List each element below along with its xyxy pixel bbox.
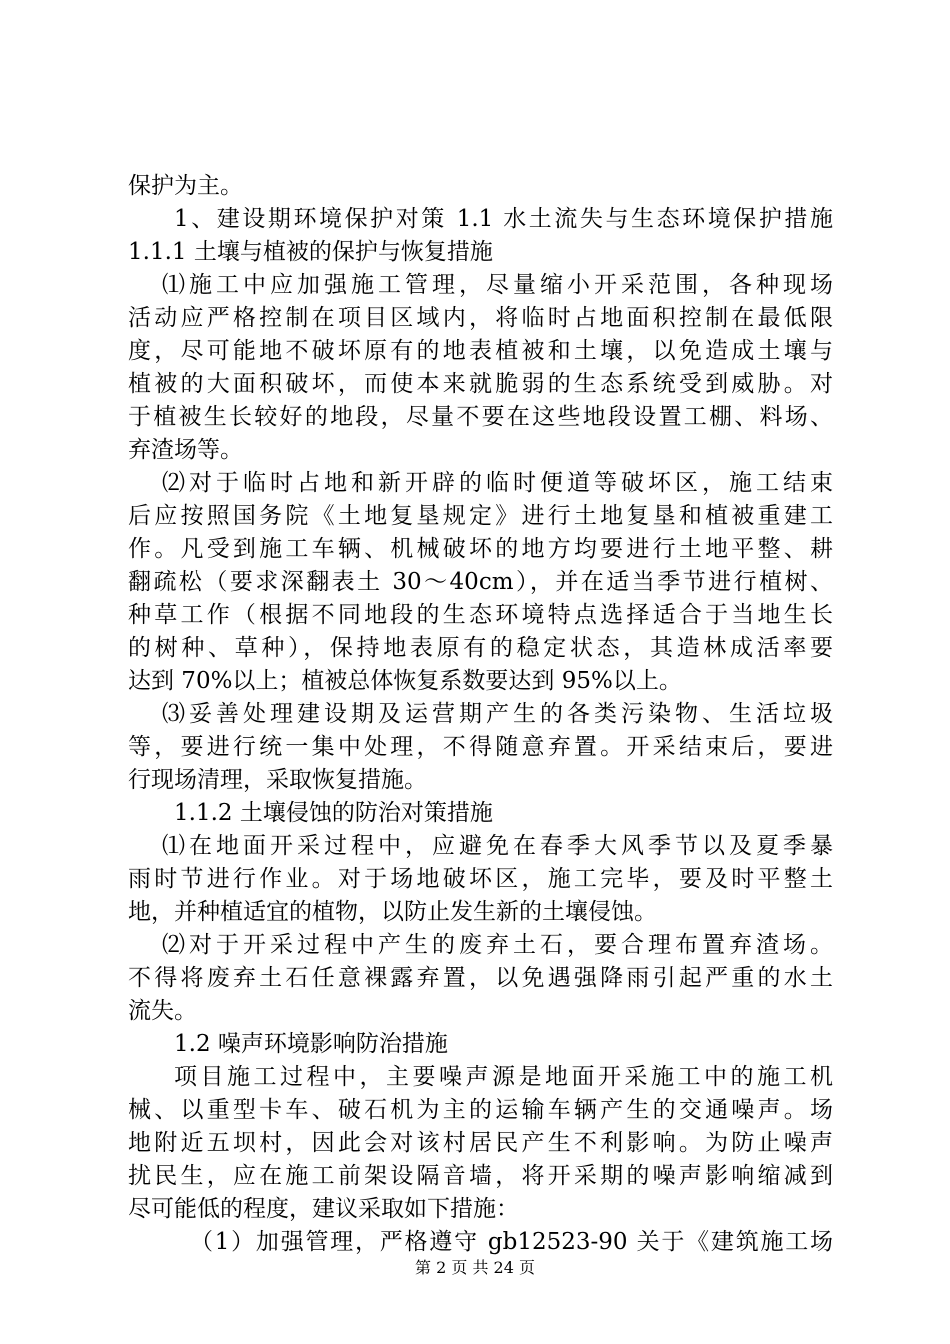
text-line: 1.1.1 土壤与植被的保护与恢复措施	[128, 239, 493, 265]
text-line: 于植被生长较好的地段，尽量不要在这些地段设置工棚、料场、	[128, 404, 833, 430]
text-line: ⑴施工中应加强施工管理，尽量缩小开采范围，各种现场	[162, 272, 833, 298]
text-line: 项目施工过程中，主要噪声源是地面开采施工中的施工机	[174, 1064, 833, 1090]
text-line: 的树种、草种），保持地表原有的稳定状态，其造林成活率要	[128, 635, 833, 661]
text-line: 地，并种植适宜的植物，以防止发生新的土壤侵蚀。	[128, 899, 657, 925]
text-line: （1）加强管理，严格遵守 gb12523-90 关于《建筑施工场	[190, 1229, 833, 1255]
text-line: ⑵对于临时占地和新开辟的临时便道等破坏区，施工结束	[162, 470, 833, 496]
text-line: 种草工作（根据不同地段的生态环境特点选择适合于当地生长	[128, 602, 833, 628]
text-line: 流失。	[128, 998, 197, 1024]
text-line: 尽可能低的程度，建议采取如下措施：	[128, 1196, 519, 1222]
text-line: 行现场清理，采取恢复措施。	[128, 767, 427, 793]
text-line: 保护为主。	[128, 173, 243, 199]
text-line: 不得将废弃土石任意裸露弃置，以免遇强降雨引起严重的水土	[128, 965, 833, 991]
text-line: 械、以重型卡车、破石机为主的运输车辆产生的交通噪声。场	[128, 1097, 833, 1123]
page-footer: 第 2 页 共 24 页	[415, 1258, 535, 1277]
text-line: 植被的大面积破坏，而使本来就脆弱的生态系统受到威胁。对	[128, 371, 833, 397]
text-line: ⑵对于开采过程中产生的废弃土石，要合理布置弃渣场。	[162, 932, 833, 958]
document-body	[128, 170, 833, 1259]
text-line: ⑶妥善处理建设期及运营期产生的各类污染物、生活垃圾	[162, 701, 833, 727]
text-line: ⑴在地面开采过程中，应避免在春季大风季节以及夏季暴	[162, 833, 833, 859]
text-line: 活动应严格控制在项目区域内，将临时占地面积控制在最低限	[128, 305, 833, 331]
text-line: 扰民生，应在施工前架设隔音墙，将开采期的噪声影响缩减到	[128, 1163, 833, 1189]
text-line: 后应按照国务院《土地复垦规定》进行土地复垦和植被重建工	[128, 503, 833, 529]
text-line: 1.2 噪声环境影响防治措施	[174, 1031, 448, 1057]
text-line: 翻疏松（要求深翻表土 30～40cm），并在适当季节进行植树、	[128, 569, 833, 595]
text-line: 弃渣场等。	[128, 437, 243, 463]
text-line: 1.1.2 土壤侵蚀的防治对策措施	[174, 800, 493, 826]
text-line: 度，尽可能地不破坏原有的地表植被和土壤，以免造成土壤与	[128, 338, 833, 364]
text-line: 等，要进行统一集中处理，不得随意弃置。开采结束后，要进	[128, 734, 833, 760]
text-line: 1、建设期环境保护对策 1.1 水土流失与生态环境保护措施	[174, 206, 833, 232]
text-line: 地附近五坝村，因此会对该村居民产生不利影响。为防止噪声	[128, 1130, 833, 1156]
text-line: 雨时节进行作业。对于场地破坏区，施工完毕，要及时平整土	[128, 866, 833, 892]
text-line: 作。凡受到施工车辆、机械破坏的地方均要进行土地平整、耕	[128, 536, 833, 562]
text-line: 达到 70%以上；植被总体恢复系数要达到 95%以上。	[128, 668, 682, 694]
